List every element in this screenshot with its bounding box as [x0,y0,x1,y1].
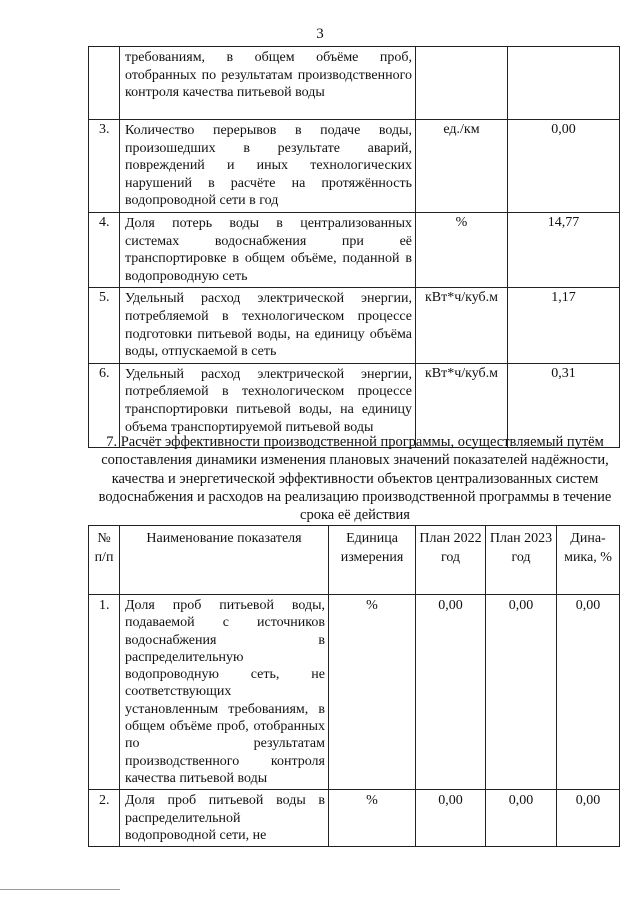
indicator-unit: % [416,212,508,287]
plan-2022-value: 0,00 [416,790,486,847]
table-row [89,288,620,363]
table-row [89,212,620,287]
section-heading: 7. Расчёт эффективности производственной программы, осуществляемый путём сопоставления динамики изменения плановых значений показателей надёжности, качества и энергетической эффективности объектов централизованных систем водоснабжения и расходов на реализацию производственной программы в течение срока её действия [98,434,612,524]
table-header-row [89,526,620,595]
row-number: 4. [89,212,120,287]
header-dynamics: Дина-мика, % [557,526,620,595]
plan-2022-value: 0,00 [416,595,486,790]
dynamics-value: 0,00 [557,595,620,790]
header-plan-2022: План 2022 год [416,526,486,595]
header-unit: Единица измерения [329,526,416,595]
plan-2023-value: 0,00 [486,790,557,847]
indicator-name: Удельный расход электрической энергии, потребляемой в технологическом процессе подготовки питьевой воды, на единицу объёма воды, отпускаемой в сеть [120,288,416,363]
indicator-unit: кВт*ч/куб.м [416,363,508,447]
indicator-value: 0,31 [508,363,620,447]
indicator-unit: % [329,595,416,790]
indicator-name: Доля потерь воды в централизованных системах водоснабжения при её транспортировке в общем объёме, поданной в водопроводную сеть [120,212,416,287]
indicator-name: требованиям, в общем объёме проб, отобранных по результатам производственного контроля качества питьевой воды [120,47,416,120]
table-row [89,790,620,847]
indicator-name: Доля проб питьевой воды, подаваемой с источников водоснабжения в распределительную водопроводную сеть, не соответствующих установленным требованиям, в общем объёме проб, отобранных по результатам производственного контроля качества питьевой воды [120,595,329,790]
row-number: 5. [89,288,120,363]
header-num: № п/п [89,526,120,595]
header-plan-2023: План 2023 год [486,526,557,595]
table-row [89,595,620,790]
header-name: Наименование показателя [120,526,329,595]
indicator-value: 14,77 [508,212,620,287]
page-number: 3 [316,26,324,42]
indicator-name: Удельный расход электрической энергии, потребляемой в технологическом процессе транспортировки питьевой воды, на единицу объема транспортируемой питьевой воды [120,363,416,447]
indicators-table-continued [88,46,620,448]
indicator-value: 0,00 [508,120,620,213]
dynamics-value: 0,00 [557,790,620,847]
row-number: 2. [89,790,120,847]
indicator-name: Количество перерывов в подаче воды, произошедших в результате аварий, повреждений и иных технологических нарушений в расчёте на протяжённость водопроводной сети в год [120,120,416,213]
row-number: 1. [89,595,120,790]
indicator-unit: ед./км [416,120,508,213]
indicator-unit: % [329,790,416,847]
row-number: 6. [89,363,120,447]
row-number: 3. [89,120,120,213]
table-row [89,47,620,120]
indicator-value: 1,17 [508,288,620,363]
indicator-value [508,47,620,120]
table-row [89,120,620,213]
indicator-name: Доля проб питьевой воды в распределительной водопроводной сети, не [120,790,329,847]
row-number [89,47,120,120]
footer-rule [0,889,120,890]
efficiency-table [88,525,620,847]
indicator-unit [416,47,508,120]
plan-2023-value: 0,00 [486,595,557,790]
indicator-unit: кВт*ч/куб.м [416,288,508,363]
